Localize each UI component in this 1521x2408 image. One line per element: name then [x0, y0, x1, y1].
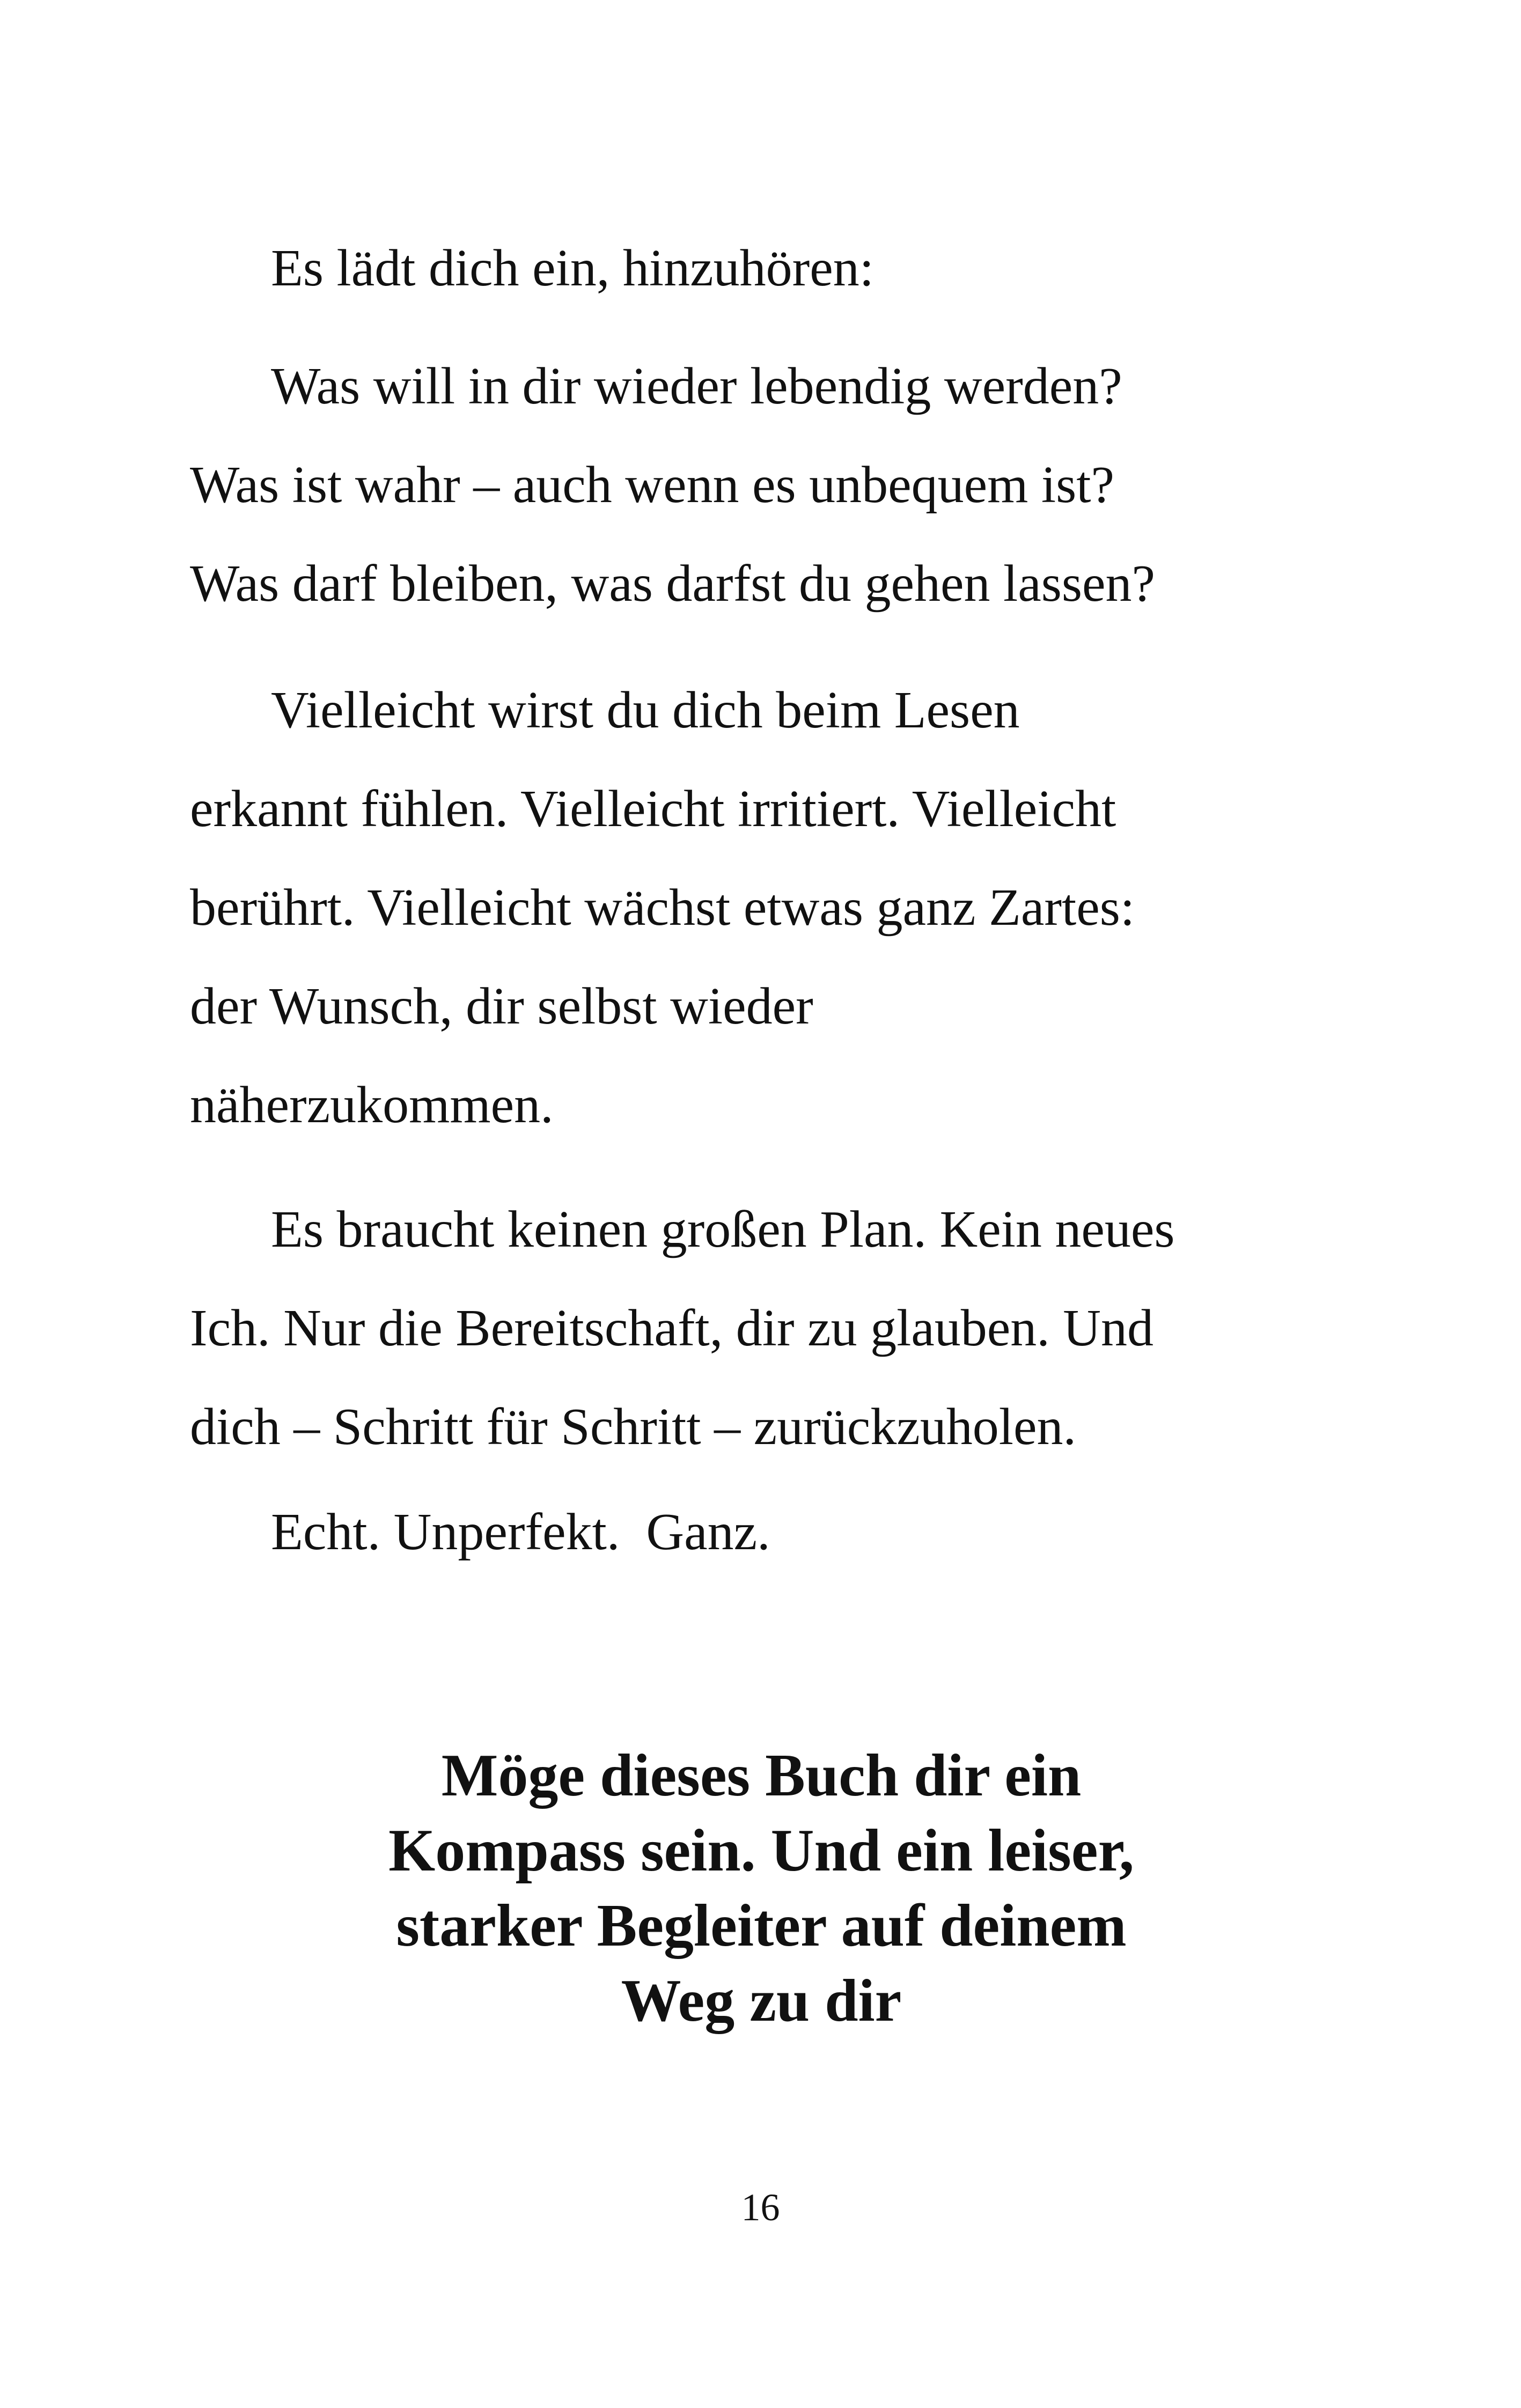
text-line: näherzukommen. — [190, 1076, 554, 1134]
text-line: Echt. Unperfekt. Ganz. — [271, 1503, 770, 1561]
paragraph-reading — [190, 661, 1333, 1154]
paragraph-echt — [190, 1483, 1333, 1581]
text-line: Ich. Nur die Bereitschaft, dir zu glauben. Und — [190, 1299, 1154, 1357]
closing-statement — [190, 1738, 1333, 2038]
text-line: Was darf bleiben, was darfst du gehen lassen? — [190, 555, 1156, 613]
text-line: erkannt fühlen. Vielleicht irritiert. Vielleicht — [190, 780, 1116, 838]
closing-line: Kompass sein. Und ein leiser, — [388, 1817, 1134, 1884]
closing-line: starker Begleiter auf deinem — [396, 1892, 1127, 1959]
text-line: Was ist wahr – auch wenn es unbequem ist? — [190, 456, 1114, 514]
text-line: Was will in dir wieder lebendig werden? — [271, 357, 1122, 415]
text-line: dich – Schritt für Schritt – zurückzuholen. — [190, 1398, 1076, 1456]
paragraph-invitation — [190, 219, 1333, 318]
text-line: Es braucht keinen großen Plan. Kein neues — [271, 1201, 1175, 1258]
text-line: der Wunsch, dir selbst wieder — [190, 977, 813, 1035]
text-line: berührt. Vielleicht wächst etwas ganz Zartes: — [190, 879, 1135, 937]
closing-line: Möge dieses Buch dir ein — [441, 1742, 1082, 1809]
text-line: Vielleicht wirst du dich beim Lesen — [271, 681, 1020, 739]
paragraph-questions — [190, 337, 1333, 633]
paragraph-plan — [190, 1180, 1333, 1476]
closing-line: Weg zu dir — [621, 1968, 902, 2034]
text-line: Es lädt dich ein, hinzuhören: — [271, 239, 874, 297]
page-number: 16 — [741, 2186, 780, 2229]
